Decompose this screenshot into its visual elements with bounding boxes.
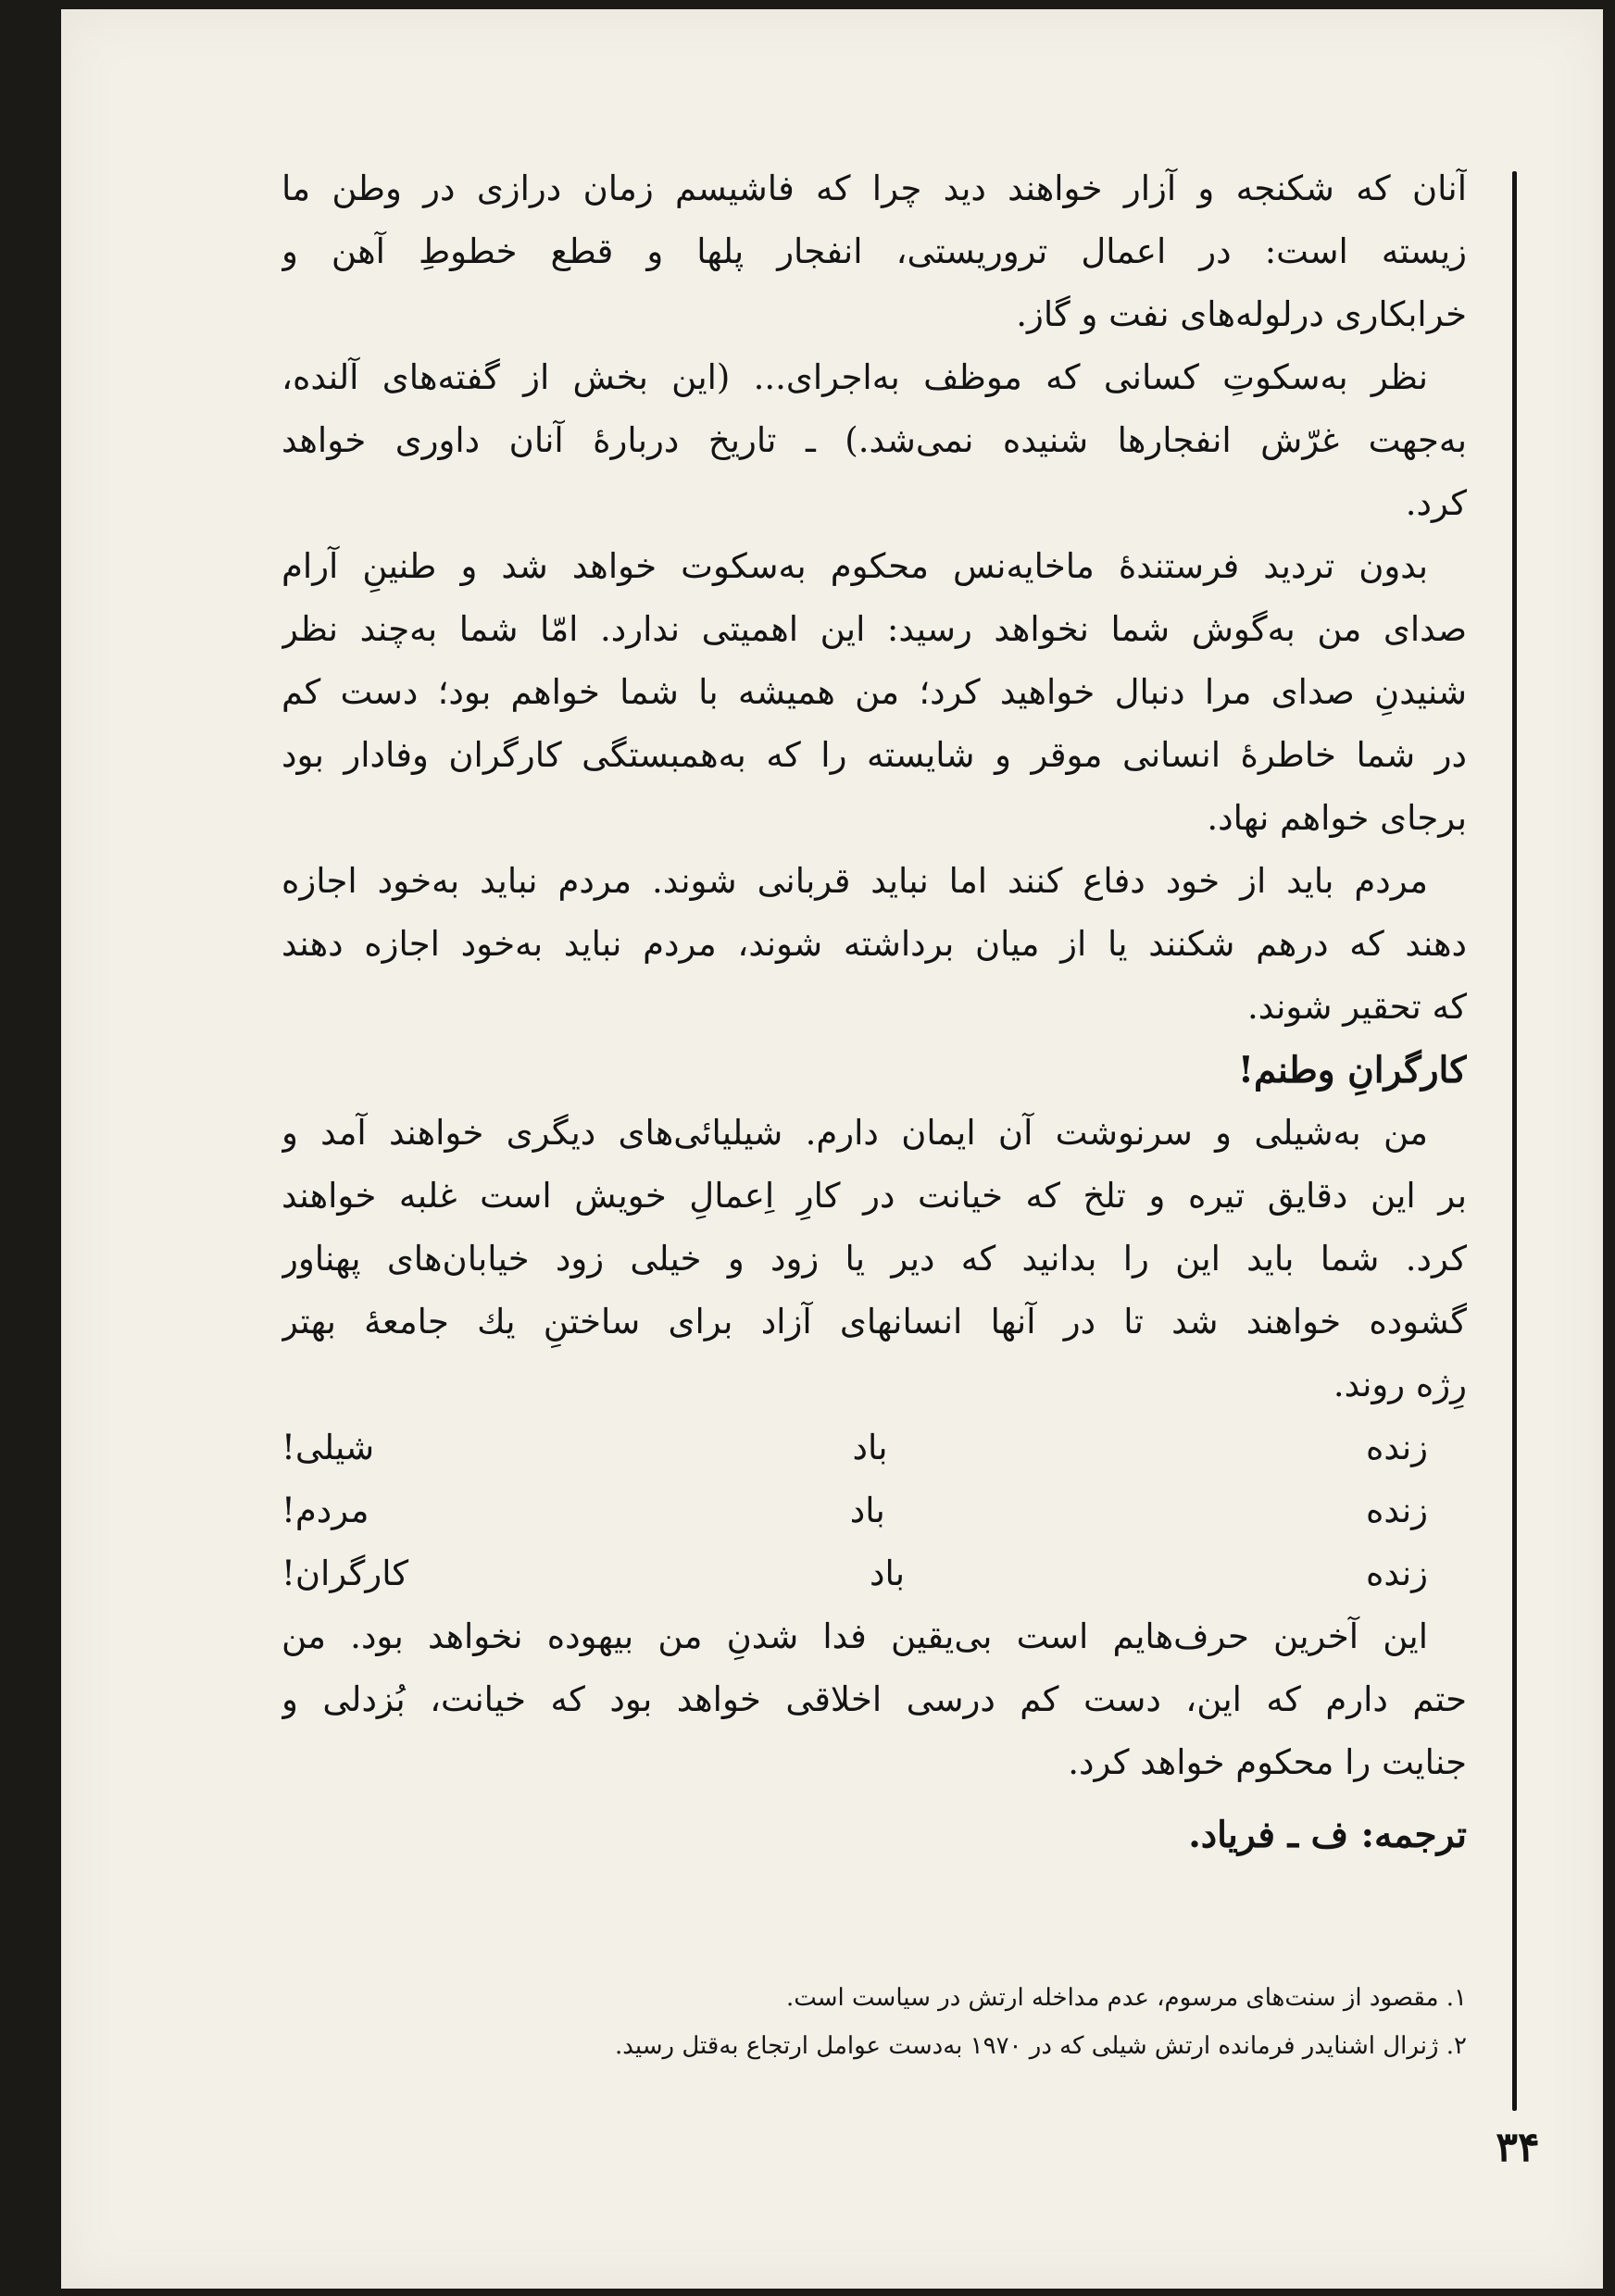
text-line: برجای خواهم نهاد. [1207, 798, 1467, 838]
text-line: خرابکاری درلوله‌های نفت و گاز. [1016, 294, 1467, 334]
text-line: در شما خاطرهٔ انسانی موقر و شایسته را که به‌همبستگی کارگران وفادار بود [282, 735, 1467, 775]
page-number: ۳۴ [1496, 2124, 1540, 2171]
footnotes [432, 1974, 1467, 2070]
text-line: بدون تردید فرستندهٔ ماخایه‌نس محکوم به‌سکوت خواهد شد و طنینِ آرام [282, 546, 1428, 586]
text-line: دهند که درهم شکنند یا از میان برداشته شوند، مردم نباید به‌خود اجازه دهند [282, 924, 1467, 964]
text-line: بر این دقایق تیره و تلخ که خیانت در کارِ اِعمالِ خویش است غلبه خواهند [282, 1176, 1467, 1216]
slogan-line: زنده باد شیلی! [282, 1428, 1428, 1467]
text-line: گشوده خواهند شد تا در آنها انسانهای آزاد برای ساختنِ یك جامعهٔ بهتر [282, 1302, 1467, 1341]
translator-credit: ترجمه: ف ـ فریاد. [1188, 1814, 1467, 1856]
book-page [61, 9, 1603, 2289]
text-line: این آخرین حرف‌هایم است بی‌یقین فدا شدنِ من بیهوده نخواهد بود. من [282, 1616, 1428, 1656]
text-line: صدای من به‌گوش شما نخواهد رسید: این اهمیتی ندارد. امّا شما به‌چند نظر [282, 609, 1467, 649]
text-line: که تحقیر شوند. [1246, 987, 1467, 1027]
footnote: ۱. مقصود از سنت‌های مرسوم، عدم مداخله ارتش در سیاست است. [785, 1984, 1467, 2012]
text-line: کرد. [1405, 483, 1467, 523]
text-line: من به‌شیلی و سرنوشت آن ایمان دارم. شیلیائی‌های دیگری خواهند آمد و [282, 1113, 1428, 1153]
slogan-line: زنده باد کارگران! [282, 1554, 1428, 1593]
text-line: شنیدنِ صدای مرا دنبال خواهید کرد؛ من همیشه با شما خواهم بود؛ دست کم [282, 672, 1467, 712]
text-line: آنان که شکنجه و آزار خواهند دید چرا که فاشیسم زمان درازی در وطن ما [282, 168, 1467, 208]
text-line: نظر به‌سکوتِ کسانی که موظف به‌اجرای... (این بخش از گفته‌های آلنده، [282, 357, 1428, 397]
text-line: به‌جهت غرّش انفجارها شنیده نمی‌شد.) ـ تاریخ دربارهٔ آنان داوری خواهد [282, 420, 1467, 460]
text-line: مردم باید از خود دفاع کنند اما نباید قربانی شوند. مردم نباید به‌خود اجازه [282, 861, 1428, 901]
footnote: ۲. ژنرال اشنایدر فرمانده ارتش شیلی که در ۱۹۷۰ به‌دست عوامل ارتجاع به‌قتل رسید. [615, 2032, 1467, 2060]
text-line: رِژه روند. [1333, 1365, 1467, 1404]
slogan-line: زنده باد مردم! [282, 1491, 1428, 1530]
text-line: کرد. شما باید این را بدانید که دیر یا زود و خیلی زود خیابان‌های پهناور [282, 1239, 1467, 1279]
margin-rule [1512, 171, 1517, 2111]
text-line: حتم دارم که این، دست کم درسی اخلاقی خواهد بود که خیانت، بُزدلی و [282, 1679, 1467, 1719]
section-heading: کارگرانِ وطنم! [1237, 1049, 1467, 1092]
text-line: جنایت را محکوم خواهد کرد. [1068, 1742, 1467, 1782]
text-line: زیسته است: در اعمال تروریستی، انفجار پلها و قطع خطوطِ آهن و [282, 231, 1467, 271]
body-text [282, 157, 1467, 1866]
